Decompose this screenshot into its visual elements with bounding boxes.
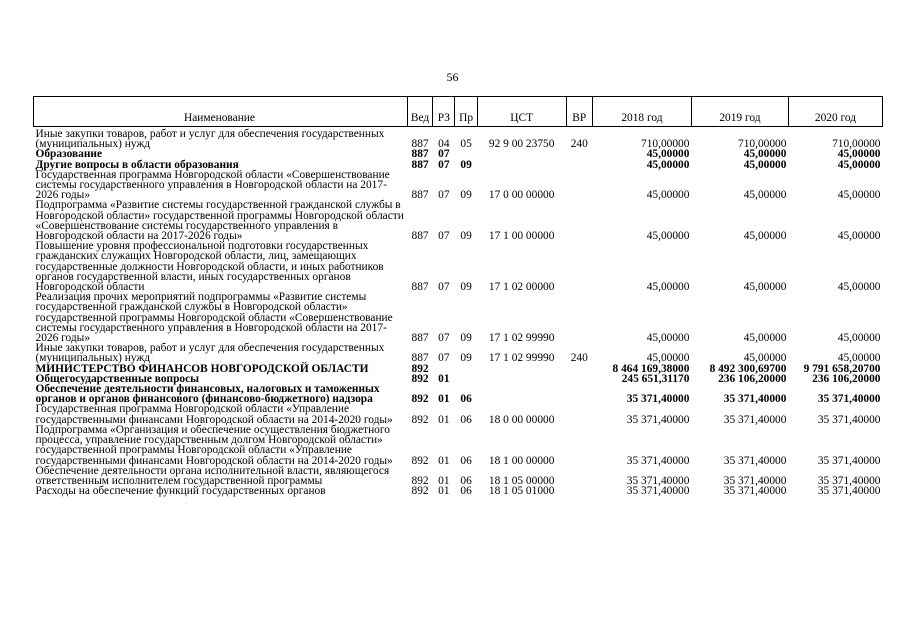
row-pr: 09 [460, 189, 472, 202]
budget-table [33, 96, 883, 496]
table-row [34, 292, 883, 343]
row-amount-2020: 45,00000 [837, 148, 881, 161]
table-row [34, 343, 883, 363]
row-amount-2018: 45,00000 [646, 281, 690, 294]
row-pr: 06 [460, 474, 472, 487]
row-vr: 240 [570, 352, 588, 365]
row-pr: 09 [460, 230, 472, 243]
row-name: Государственная программа Новгородской области «Управление государственными финансами Новгородской области на 2014-2020 годы» [35, 403, 393, 426]
row-pr: 09 [460, 158, 472, 171]
row-rz: 01 [438, 413, 450, 426]
row-amount-2018: 45,00000 [646, 332, 690, 345]
row-amount-2018: 45,00000 [646, 189, 690, 202]
row-amount-2020: 35 371,40000 [817, 485, 881, 498]
row-rz: 01 [438, 474, 450, 487]
row-vr [566, 200, 592, 241]
row-cst: 18 0 00 00000 [488, 413, 555, 426]
row-ved: 887 [411, 332, 429, 345]
table-row [34, 200, 883, 241]
row-vr [566, 425, 592, 466]
table-row [34, 384, 883, 404]
row-ved: 892 [411, 372, 429, 385]
row-amount-2020: 35 371,40000 [817, 474, 881, 487]
row-vr [566, 486, 592, 496]
row-amount-2018: 710,00000 [641, 138, 690, 151]
row-vr [566, 374, 592, 384]
row-name: Подпрограмма «Организация и обеспечение осуществления бюджетного процесса, управление государственным долгом Новгородской области» государственной программы Новгородской области «Управление государственными финансами Новгородской области на 2014-2020 годы» [35, 423, 393, 467]
row-name: МИНИСТЕРСТВО ФИНАНСОВ НОВГОРОДСКОЙ ОБЛАСТИ [35, 362, 369, 375]
table-body [34, 127, 883, 497]
header-cst: ЦСТ [477, 97, 566, 127]
row-cst: 17 0 00 00000 [488, 189, 555, 202]
row-amount-2019: 45,00000 [743, 148, 787, 161]
row-ved: 887 [411, 148, 429, 161]
header-rz: РЗ [433, 97, 455, 127]
row-ved: 887 [411, 158, 429, 171]
row-amount-2020: 45,00000 [837, 189, 881, 202]
row-ved: 887 [411, 138, 429, 151]
row-rz: 01 [438, 454, 450, 467]
row-amount-2018: 245 651,31170 [621, 372, 690, 385]
row-amount-2019: 45,00000 [743, 281, 787, 294]
row-amount-2018: 45,00000 [646, 148, 690, 161]
row-pr: 09 [460, 332, 472, 345]
row-rz: 07 [438, 352, 450, 365]
row-amount-2019: 45,00000 [743, 230, 787, 243]
row-cst [477, 374, 566, 384]
row-rz: 07 [438, 148, 450, 161]
row-amount-2019: 236 106,20000 [718, 372, 787, 385]
row-amount-2018: 45,00000 [646, 158, 690, 171]
row-rz: 04 [438, 138, 450, 151]
row-vr [566, 149, 592, 159]
row-ved: 892 [411, 454, 429, 467]
row-cst: 18 1 00 00000 [488, 454, 555, 467]
row-cst: 17 1 02 00000 [488, 281, 555, 294]
table-row [34, 486, 883, 496]
row-rz: 07 [438, 332, 450, 345]
row-pr: 09 [460, 281, 472, 294]
table-row [34, 170, 883, 201]
row-name: Подпрограмма «Развитие системы государственной гражданской службы в Новгородской области» государственной программы Новгородской области «Совершенствование системы государственного управления в Новгородской области на 2017-2026 годы» [35, 199, 404, 243]
row-amount-2019: 35 371,40000 [723, 474, 787, 487]
row-amount-2018: 35 371,40000 [626, 413, 690, 426]
row-amount-2020: 35 371,40000 [817, 454, 881, 467]
row-pr [455, 364, 477, 374]
row-rz: 01 [438, 393, 450, 406]
row-name: Повышение уровня профессиональной подготовки государственных гражданских служащих Новгородской области, лиц, замещающих государственные должности Новгородской области, и иных работников органов государственной власти, иных государственных органов Новгородской области [35, 240, 384, 294]
row-cst [477, 384, 566, 404]
row-amount-2019: 45,00000 [743, 158, 787, 171]
row-amount-2019: 35 371,40000 [723, 485, 787, 498]
row-rz: 07 [438, 158, 450, 171]
table-row [34, 404, 883, 424]
row-rz: 07 [438, 230, 450, 243]
row-vr [566, 170, 592, 201]
row-rz: 01 [438, 372, 450, 385]
row-vr [566, 160, 592, 170]
row-pr: 06 [460, 393, 472, 406]
row-amount-2019: 35 371,40000 [723, 393, 787, 406]
row-name: Иные закупки товаров, работ и услуг для обеспечения государственных (муниципальных) нужд [35, 342, 385, 365]
header-2018: 2018 год [592, 97, 691, 127]
row-cst [477, 149, 566, 159]
row-amount-2018: 35 371,40000 [626, 474, 690, 487]
header-2020: 2020 год [788, 97, 882, 127]
header-2019: 2019 год [691, 97, 788, 127]
row-name: Иные закупки товаров, работ и услуг для обеспечения государственных (муниципальных) нужд [35, 128, 385, 151]
row-amount-2020: 710,00000 [832, 138, 881, 151]
header-vr: ВР [566, 97, 592, 127]
row-amount-2020: 45,00000 [837, 230, 881, 243]
row-amount-2019: 45,00000 [743, 352, 787, 365]
row-name: Другие вопросы в области образования [35, 158, 239, 171]
table-row [34, 425, 883, 466]
row-amount-2019: 45,00000 [743, 332, 787, 345]
row-name: Обеспечение деятельности финансовых, налоговых и таможенных органов и органов финансового (финансово-бюджетного) надзора [35, 383, 380, 406]
row-cst [477, 160, 566, 170]
row-vr [566, 241, 592, 292]
table-header-row [34, 97, 883, 127]
row-amount-2020: 45,00000 [837, 332, 881, 345]
row-ved: 887 [411, 230, 429, 243]
header-pr: Пр [455, 97, 477, 127]
row-amount-2018: 35 371,40000 [626, 454, 690, 467]
row-pr: 05 [460, 138, 472, 151]
row-amount-2020: 45,00000 [837, 281, 881, 294]
row-pr: 06 [460, 454, 472, 467]
row-ved: 887 [411, 352, 429, 365]
row-amount-2018: 8 464 169,38000 [612, 362, 690, 375]
table-row [34, 127, 883, 150]
row-name: Общегосударственные вопросы [35, 372, 200, 385]
row-amount-2019: 710,00000 [738, 138, 787, 151]
header-ved: Вед [407, 97, 432, 127]
row-cst: 17 1 02 99990 [488, 352, 555, 365]
row-name: Обеспечение деятельности органа исполнительной власти, являющегося ответственным исполнителем государственной программы [35, 464, 390, 487]
row-cst: 17 1 02 99990 [488, 332, 555, 345]
row-name: Образование [35, 148, 103, 161]
row-name: Реализация прочих мероприятий подпрограммы «Развитие системы государственной гражданской службы в Новгородской области» государственной программы Новгородской области «Совершенствование системы государственного управления в Новгородской области на 2017-2026 годы» [35, 291, 393, 345]
row-ved: 887 [411, 189, 429, 202]
row-ved: 892 [411, 393, 429, 406]
row-amount-2020: 45,00000 [837, 158, 881, 171]
row-vr [566, 292, 592, 343]
row-rz: 07 [438, 189, 450, 202]
row-cst: 18 1 05 00000 [488, 474, 555, 487]
row-vr [566, 466, 592, 486]
row-amount-2020: 9 791 658,20700 [803, 362, 881, 375]
row-amount-2019: 8 492 300,69700 [709, 362, 787, 375]
row-rz: 01 [438, 485, 450, 498]
row-amount-2019: 35 371,40000 [723, 413, 787, 426]
row-amount-2019: 35 371,40000 [723, 454, 787, 467]
row-pr: 06 [460, 485, 472, 498]
row-amount-2019: 45,00000 [743, 189, 787, 202]
row-pr: 09 [460, 352, 472, 365]
table-row [34, 466, 883, 486]
row-amount-2020: 45,00000 [837, 352, 881, 365]
row-amount-2018: 35 371,40000 [626, 393, 690, 406]
row-pr [455, 374, 477, 384]
row-name: Государственная программа Новгородской области «Совершенствование системы государственного управления в Новгородской области на 2017-2026 годы» [35, 168, 390, 202]
row-vr [566, 404, 592, 424]
header-name: Наименование [34, 97, 408, 127]
row-cst [477, 364, 566, 374]
row-vr [566, 384, 592, 404]
row-vr: 240 [570, 138, 588, 151]
row-cst: 18 1 05 01000 [488, 485, 555, 498]
row-ved: 892 [411, 485, 429, 498]
row-ved: 892 [411, 362, 429, 375]
row-amount-2020: 35 371,40000 [817, 393, 881, 406]
row-ved: 892 [411, 413, 429, 426]
row-rz: 07 [438, 281, 450, 294]
row-amount-2018: 45,00000 [646, 230, 690, 243]
page-number: 56 [446, 70, 459, 84]
row-ved: 892 [411, 474, 429, 487]
row-amount-2018: 45,00000 [646, 352, 690, 365]
row-amount-2020: 35 371,40000 [817, 413, 881, 426]
row-cst: 17 1 00 00000 [488, 230, 555, 243]
row-vr [566, 364, 592, 374]
row-name: Расходы на обеспечение функций государственных органов [35, 485, 326, 498]
row-pr: 06 [460, 413, 472, 426]
row-amount-2020: 236 106,20000 [812, 372, 881, 385]
table-row [34, 241, 883, 292]
row-cst: 92 9 00 23750 [488, 138, 555, 151]
row-ved: 887 [411, 281, 429, 294]
row-amount-2018: 35 371,40000 [626, 485, 690, 498]
